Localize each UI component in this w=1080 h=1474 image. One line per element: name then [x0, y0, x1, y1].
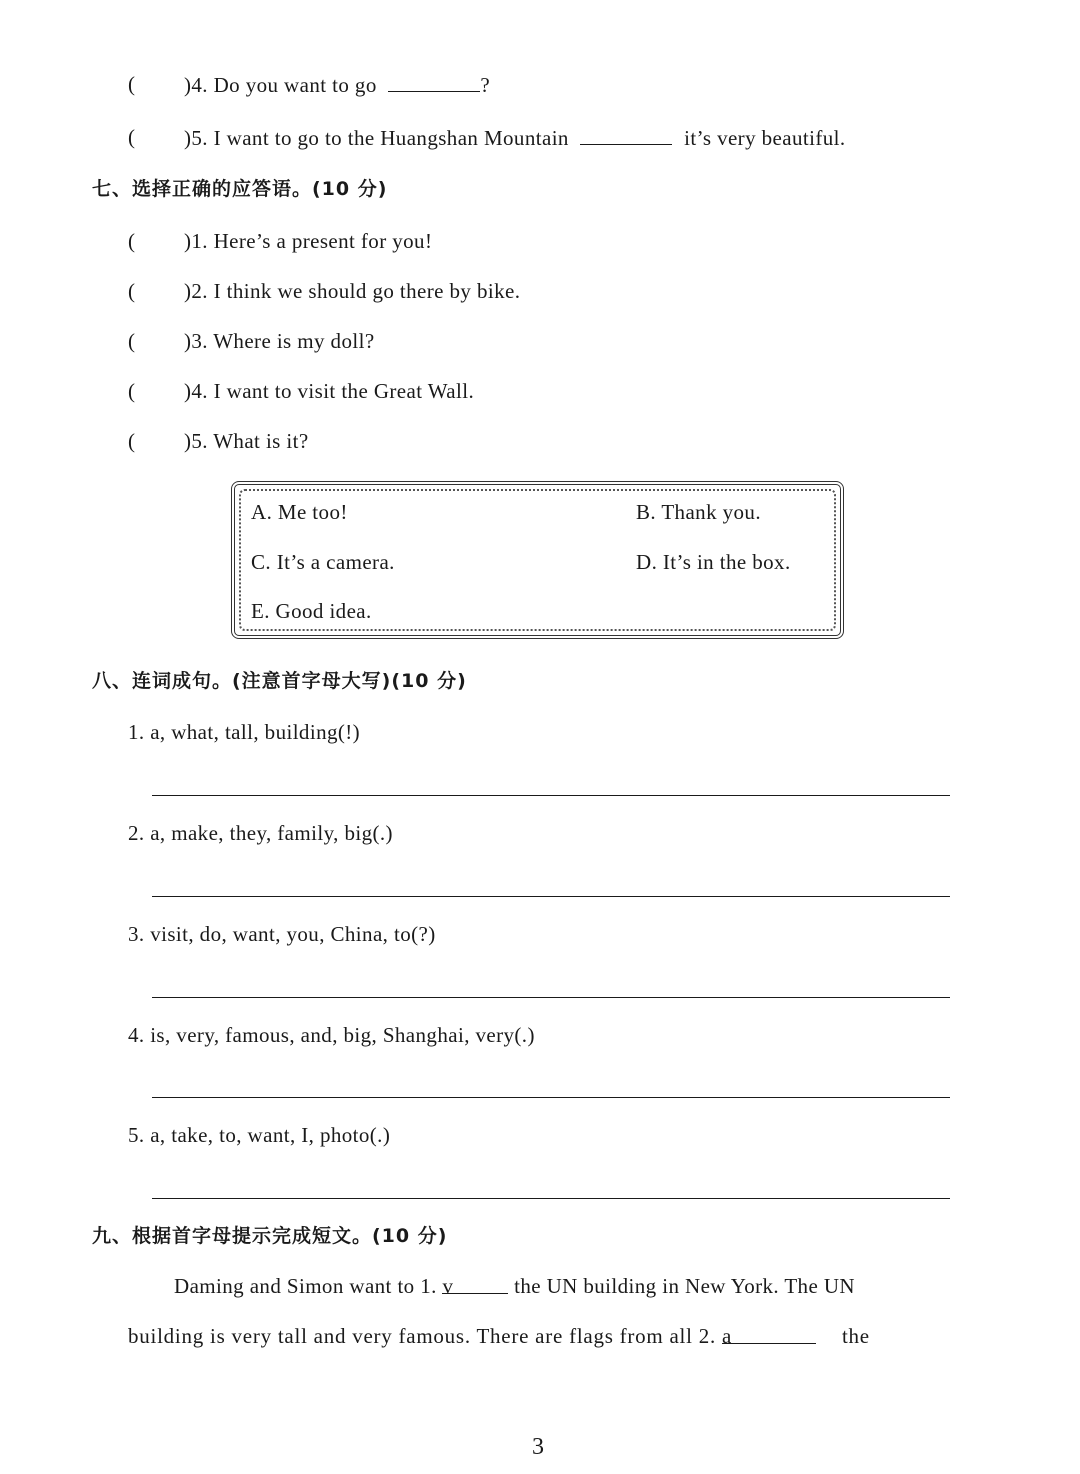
passage-line-2	[128, 1323, 870, 1349]
passage-text: the	[841, 1324, 870, 1348]
q6-5-after: it’s very beautiful.	[684, 126, 846, 150]
q6-5-blank[interactable]	[580, 124, 672, 145]
section8-heading: 八、连词成句。(注意首字母大写)(10 分)	[92, 670, 467, 692]
q7-1-paren: (	[128, 229, 136, 253]
blank-2[interactable]	[721, 1323, 816, 1348]
q6-4-after: ?	[480, 73, 491, 97]
passage-text: the UN building in New York. The UN	[514, 1274, 855, 1298]
option-b: B. Thank you.	[636, 500, 761, 524]
q6-4-row	[128, 71, 135, 97]
option-e: E. Good idea.	[251, 599, 372, 623]
q8-3-answer-line[interactable]	[152, 997, 950, 998]
q8-2-prompt: 2. a, make, they, family, big(.)	[128, 821, 393, 845]
q8-4-answer-line[interactable]	[152, 1097, 950, 1098]
passage-text: building is very tall and very famous. There are flags from all 2.	[128, 1324, 716, 1348]
q8-1-answer-line[interactable]	[152, 795, 950, 796]
option-c: C. It’s a camera.	[251, 550, 395, 574]
section7-heading: 七、选择正确的应答语。(10 分)	[92, 178, 388, 200]
q8-2-answer-line[interactable]	[152, 896, 950, 897]
q7-3-paren: (	[128, 329, 136, 353]
q6-5-row	[128, 124, 135, 150]
passage-text: Daming and Simon want to 1.	[174, 1274, 437, 1298]
q7-2-text: )2. I think we should go there by bike.	[184, 279, 521, 303]
q6-4-text	[184, 71, 490, 98]
q7-1-text: )1. Here’s a present for you!	[184, 229, 433, 253]
blank-1-hint: v	[442, 1274, 454, 1298]
q8-4-prompt: 4. is, very, famous, and, big, Shanghai, very(.)	[128, 1023, 535, 1047]
q7-4-paren: (	[128, 379, 136, 403]
q7-3-text: )3. Where is my doll?	[184, 329, 375, 353]
paren-open: (	[128, 72, 136, 96]
option-d: D. It’s in the box.	[636, 550, 791, 574]
q6-5-text	[184, 124, 846, 151]
q8-1-prompt: 1. a, what, tall, building(!)	[128, 720, 361, 744]
q6-4-prompt: )4. Do you want to go	[184, 73, 377, 97]
q6-5-prompt: )5. I want to go to the Huangshan Mountain	[184, 126, 569, 150]
q8-3-prompt: 3. visit, do, want, you, China, to(?)	[128, 922, 436, 946]
section9-heading: 九、根据首字母提示完成短文。(10 分)	[92, 1225, 448, 1247]
paren-open: (	[128, 125, 136, 149]
q7-5-text: )5. What is it?	[184, 429, 309, 453]
passage-line-1	[174, 1273, 855, 1299]
q6-4-blank[interactable]	[388, 71, 480, 92]
page-number: 3	[532, 1434, 544, 1460]
blank-1[interactable]	[442, 1273, 508, 1298]
q7-5-paren: (	[128, 429, 136, 453]
q8-5-prompt: 5. a, take, to, want, I, photo(.)	[128, 1123, 391, 1147]
q8-5-answer-line[interactable]	[152, 1198, 950, 1199]
option-a: A. Me too!	[251, 500, 348, 524]
q7-4-text: )4. I want to visit the Great Wall.	[184, 379, 475, 403]
blank-2-hint: a	[721, 1324, 733, 1348]
q7-2-paren: (	[128, 279, 136, 303]
